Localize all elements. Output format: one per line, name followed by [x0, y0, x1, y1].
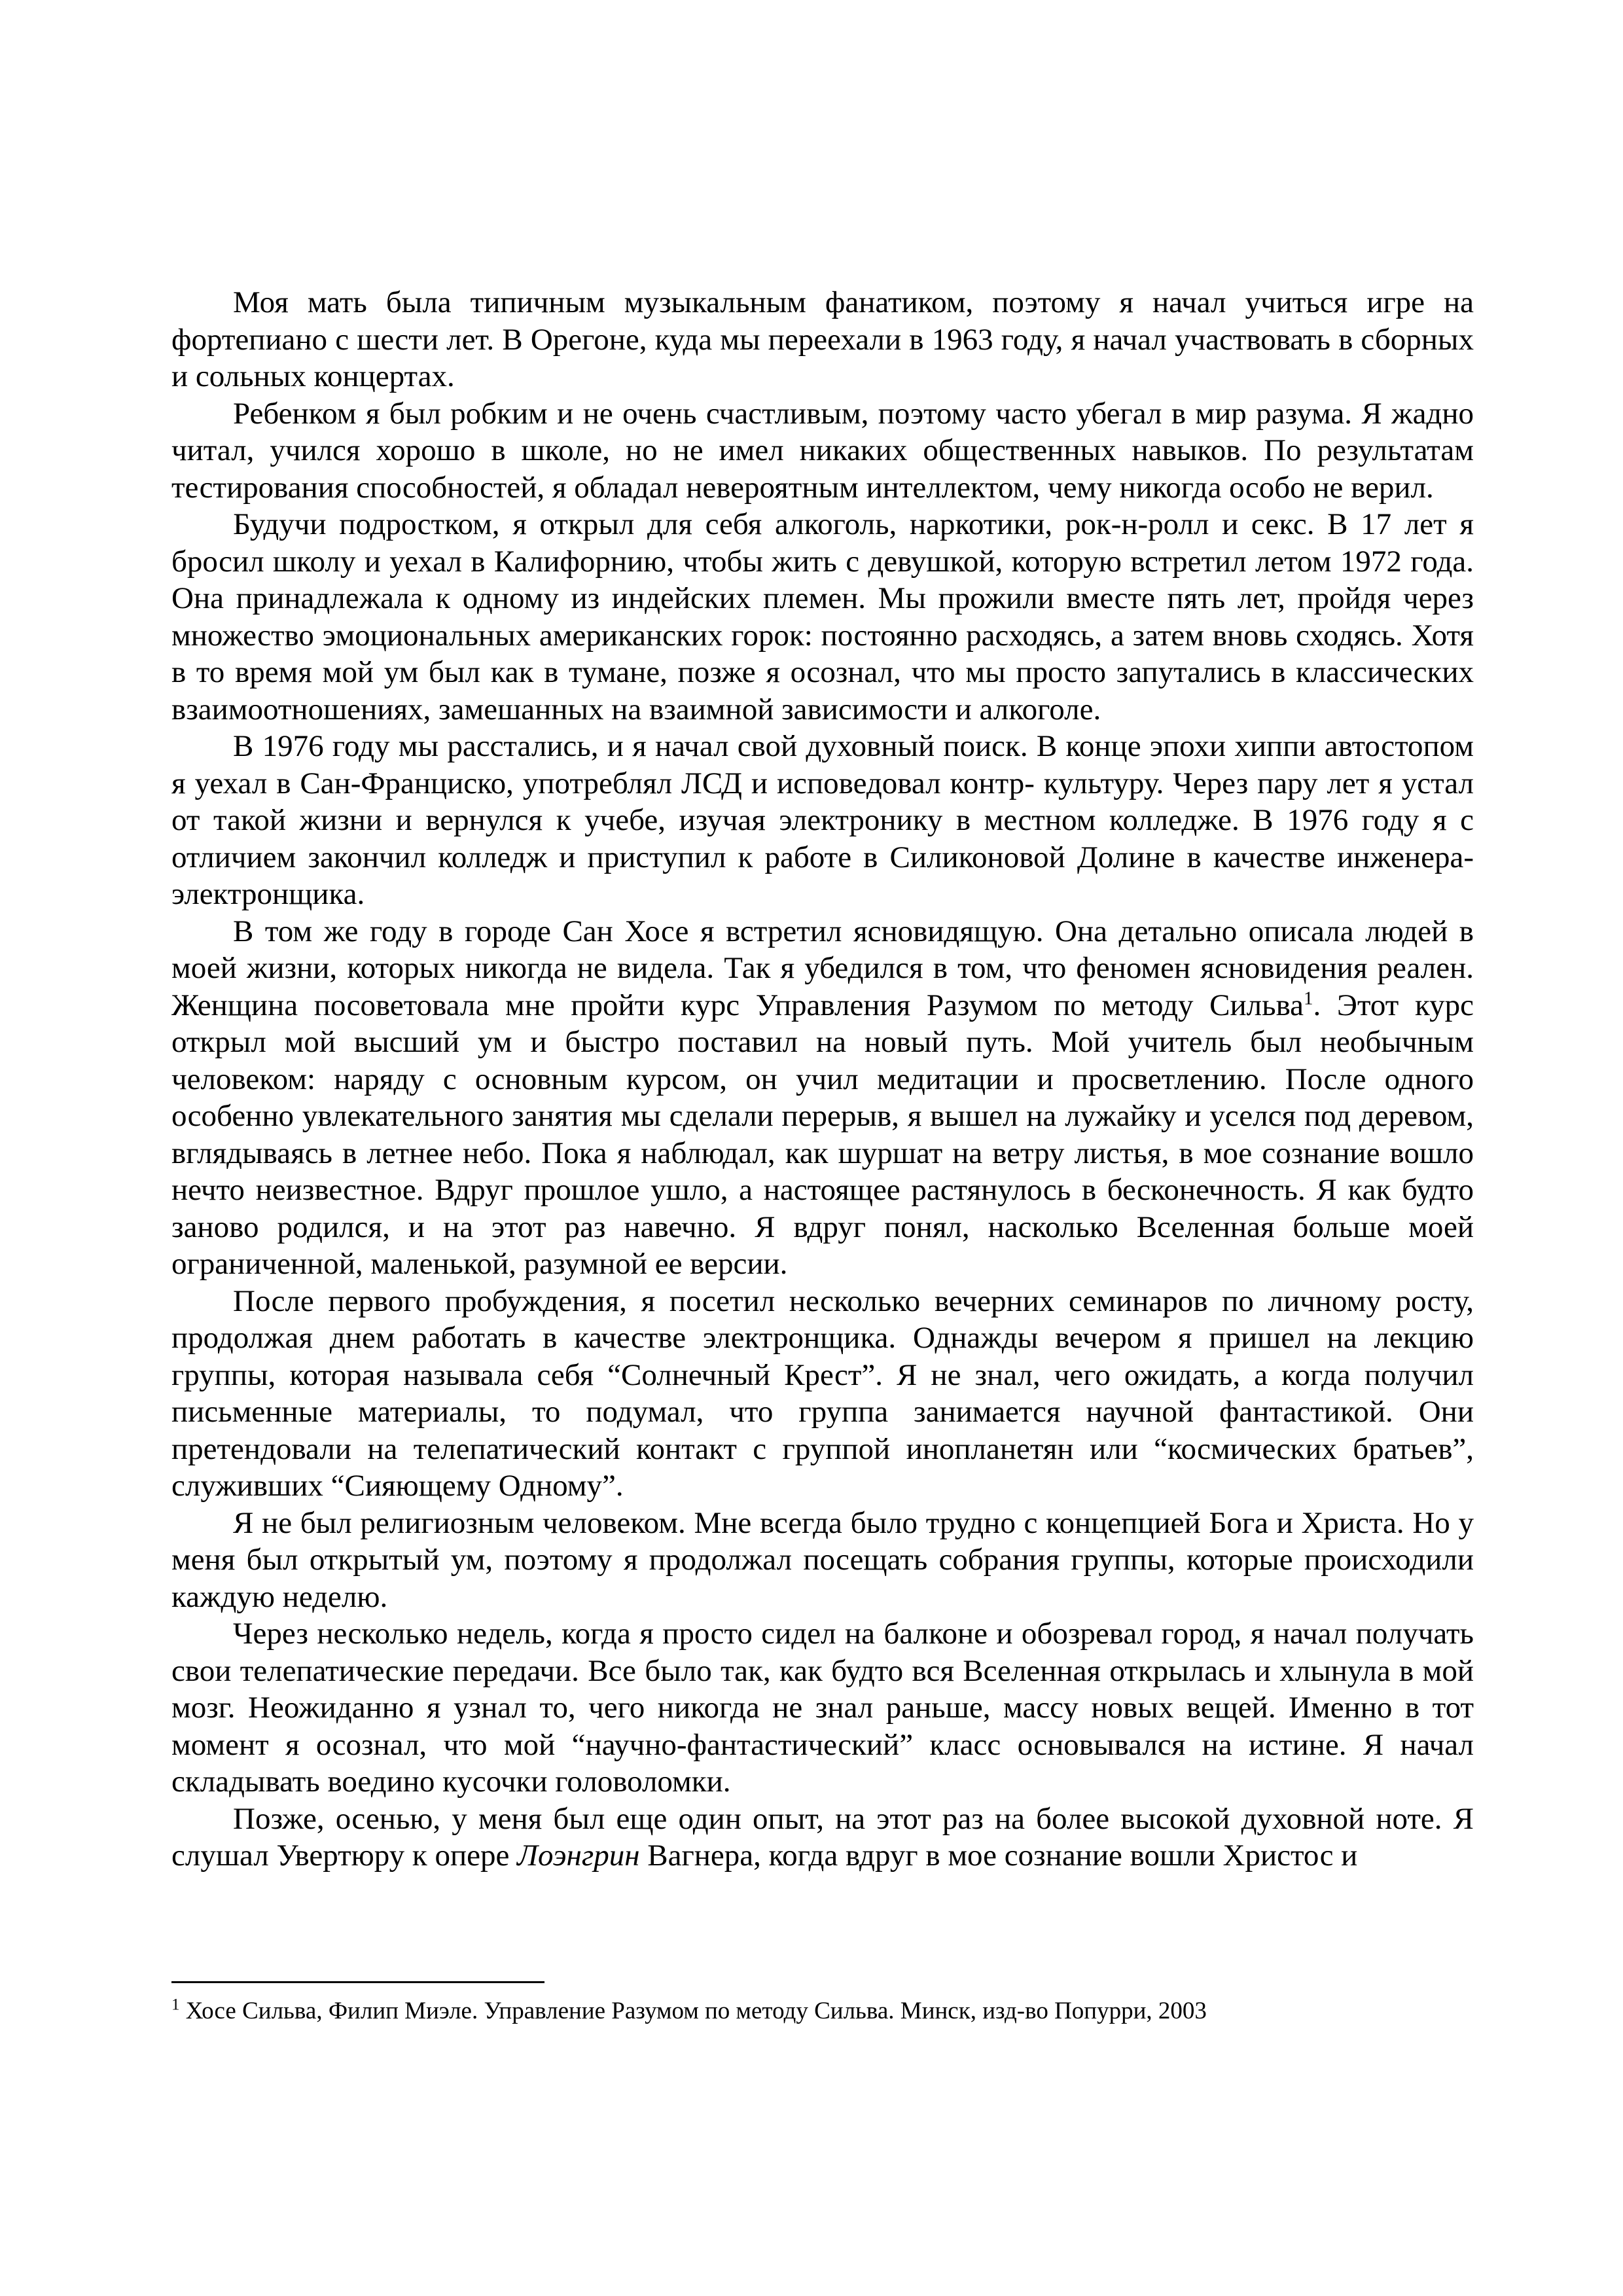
body-text: [171, 284, 1474, 1874]
paragraph-9: [171, 1801, 1474, 1874]
opera-title: Лоэнгрин: [517, 1839, 640, 1873]
paragraph-8: Через несколько недель, когда я просто сидел на балконе и обозревал город, я начал получать свои телепатические передачи. Все было так, как будто вся Вселенная открылась и хлынула в мой мозг. Неожиданно я узнал то, чего никогда не знал раньше, массу новых вещей. Именно в тот момент я осознал, что мой “научно-фантастический” класс основывался на истине. Я начал складывать воедино кусочки головоломки.: [171, 1617, 1474, 1799]
footnote-separator: [171, 1981, 544, 1983]
paragraph-9-part-2: Вагнера, когда вдруг в мое сознание вошли Христос и: [639, 1839, 1358, 1873]
paragraph-2: Ребенком я был робким и не очень счастливым, поэтому часто убегал в мир разума. Я жадно читал, учился хорошо в школе, но не имел никаких общественных навыков. По результатам тестирования способностей, я обладал невероятным интеллектом, чему никогда особо не верил.: [171, 396, 1474, 505]
paragraph-9-part-1: Позже, осенью, у меня был еще один опыт, на этот раз на более высокой духовной ноте. Я слушал Увертюру к опере: [171, 1801, 1474, 1873]
footnote-mark: 1: [171, 1996, 180, 2014]
paragraph-4: В 1976 году мы расстались, и я начал свой духовный поиск. В конце эпохи хиппи автостопом я уехал в Сан-Франциско, употреблял ЛСД и исповедовал контр- культуру. Через пару лет я устал от такой жизни и вернулся к учебе, изучая электронику в местном колледже. В 1976 году я с отличием закончил колледж и приступил к работе в Силиконовой Долине в качестве инженера-электронщика.: [171, 729, 1474, 911]
footnote-reference: 1: [1304, 987, 1313, 1009]
paragraph-5-part-2: . Этот курс открыл мой высший ум и быстро поставил на новый путь. Мой учитель был необычным человеком: наряду с основным курсом, он учил медитации и просветлению. После одного особенно увлекательного занятия мы сделали перерыв, я вышел на лужайку и уселся под деревом, вглядываясь в летнее небо. Пока я наблюдал, как шуршат на ветру листья, в мое сознание вошло нечто неизвестное. Вдруг прошлое ушло, а настоящее растянулось в бесконечность. Я как будто заново родился, и на этот раз навечно. Я вдруг понял, насколько Вселенная больше моей ограниченной, маленькой, разумной ее версии.: [171, 988, 1474, 1281]
footnote-text: Хосе Сильва, Филип Миэле. Управление Разумом по методу Сильва. Минск, изд-во Попурри, 2003: [185, 1998, 1207, 2024]
paragraph-5: [171, 913, 1474, 1283]
paragraph-1: Моя мать была типичным музыкальным фанатиком, поэтому я начал учиться игре на фортепиано с шести лет. В Орегоне, куда мы переехали в 1963 году, я начал участвовать в сборных и сольных концертах.: [171, 285, 1474, 393]
paragraph-6: После первого пробуждения, я посетил несколько вечерних семинаров по личному росту, продолжая днем работать в качестве электронщика. Однажды вечером я пришел на лекцию группы, которая называла себя “Солнечный Крест”. Я не знал, чего ожидать, а когда получил письменные материалы, то подумал, что группа занимается научной фантастикой. Они претендовали на телепатический контакт с группой инопланетян или “космических братьев”, служивших “Сияющему Одному”.: [171, 1283, 1474, 1503]
paragraph-5-part-1: В том же году в городе Сан Хосе я встретил ясновидящую. Она детально описала людей в моей жизни, которых никогда не видела. Так я убедился в том, что феномен ясновидения реален. Женщина посоветовала мне пройти курс Управления Разумом по методу Сильва: [171, 914, 1474, 1022]
paragraph-3: Будучи подростком, я открыл для себя алкоголь, наркотики, рок-н-ролл и секс. В 17 лет я бросил школу и уехал в Калифорнию, чтобы жить с девушкой, которую встретил летом 1972 года. Она принадлежала к одному из индейских племен. Мы прожили вместе пять лет, пройдя через множество эмоциональных американских горок: постоянно расходясь, а затем вновь сходясь. Хотя в то время мой ум был как в тумане, позже я осознал, что мы просто запутались в классических взаимоотношениях, замешанных на взаимной зависимости и алкоголе.: [171, 507, 1474, 726]
paragraph-7: Я не был религиозным человеком. Мне всегда было трудно с концепцией Бога и Христа. Но у меня был открытый ум, поэтому я продолжал посещать собрания группы, которые происходили каждую неделю.: [171, 1505, 1474, 1614]
footnote: [171, 1996, 1474, 2026]
